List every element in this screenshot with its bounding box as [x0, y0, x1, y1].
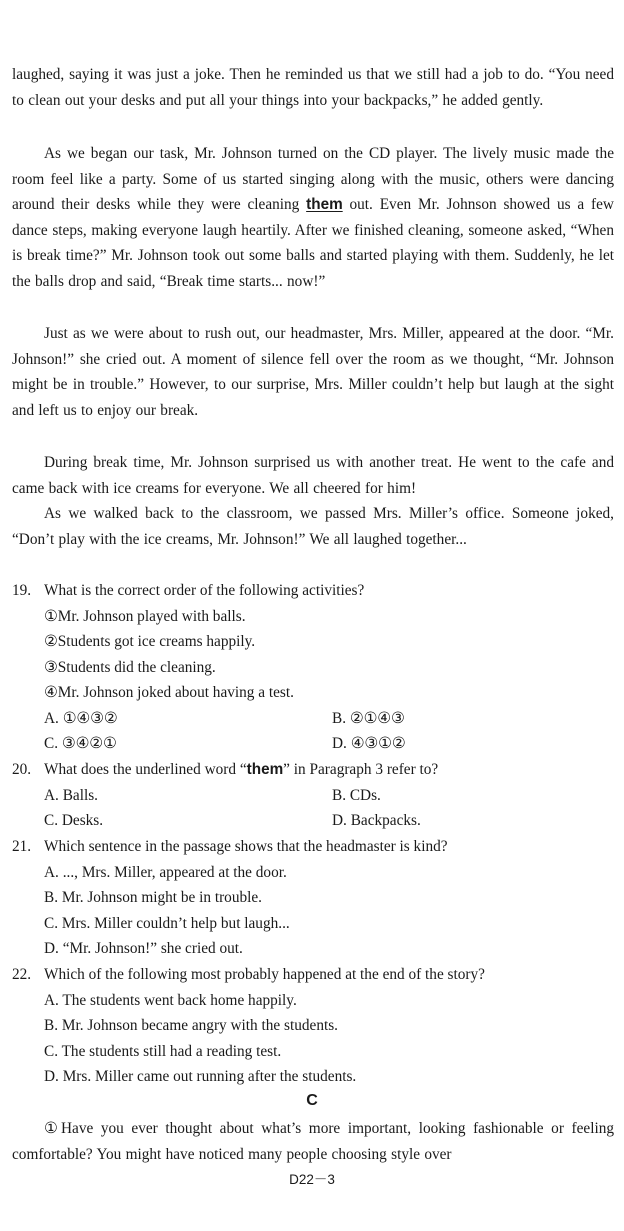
question-text: Which of the following most probably happened at the end of the story? — [44, 966, 485, 983]
option-19-a: A. ①④③② — [44, 710, 118, 727]
question-20 — [12, 757, 614, 783]
paragraph-2-text-end: out. Even Mr. Johnson showed us a few dance steps, making everyone laugh heartily. After we finished cleaning, someone asked, “When is break time?” Mr. Johnson took out some balls and started playing with them. Suddenly, he let the balls drop and said, “Break time starts... now!” — [12, 196, 614, 290]
activity-item-4: ④Mr. Johnson joked about having a test. — [44, 684, 294, 701]
option-21-d: D. “Mr. Johnson!” she cried out. — [44, 940, 243, 957]
question-number: 19. — [12, 582, 32, 599]
question-text-end: ” in Paragraph 3 refer to? — [283, 761, 439, 778]
activity-item-3: ③Students did the cleaning. — [44, 659, 216, 676]
option-21-a: A. ..., Mrs. Miller, appeared at the door. — [44, 864, 287, 881]
option-21-b: B. Mr. Johnson might be in trouble. — [44, 889, 262, 906]
passage-paragraph-3: Just as we were about to rush out, our headmaster, Mrs. Miller, appeared at the door. “Mr. Johnson!” she cried out. A moment of silence fell over the room as we thought, “Mr. Johnson might be in trouble.” However, to our surprise, Mrs. Miller couldn’t help but laugh at the sight and left us to enjoy our break. — [12, 325, 614, 419]
option-22-c: C. The students still had a reading test. — [44, 1043, 282, 1060]
question-word-them: them — [246, 761, 284, 778]
page-footer: D22－3 — [289, 1172, 335, 1187]
passage-paragraph-4: During break time, Mr. Johnson surprised us with another treat. He went to the cafe and came back with ice creams for everyone. We all cheered for him! — [12, 454, 614, 497]
option-22-b: B. Mr. Johnson became angry with the students. — [44, 1017, 339, 1034]
option-20-c: C. Desks. — [44, 812, 104, 829]
question-number: 22. — [12, 966, 32, 983]
option-22-d: D. Mrs. Miller came out running after the students. — [44, 1068, 357, 1085]
passage-paragraph-2 — [12, 141, 614, 295]
paragraph-2-text-start: As we began our task, Mr. Johnson turned on the CD player. The lively music made the room feel like a party. Some of us started singing along with the music, others were dancing around their desks while they were cleaning — [12, 145, 614, 214]
activity-item-1: ①Mr. Johnson played with balls. — [44, 608, 246, 625]
activity-item-2: ②Students got ice creams happily. — [44, 633, 256, 650]
option-20-a: A. Balls. — [44, 787, 98, 804]
question-19 — [12, 578, 614, 604]
option-19-c: C. ③④②① — [44, 735, 117, 752]
section-c-paragraph-1: ①Have you ever thought about what’s more important, looking fashionable or feeling comfortable? You might have noticed many people choosing style over — [12, 1120, 614, 1163]
question-text: Which sentence in the passage shows that the headmaster is kind? — [44, 838, 448, 855]
question-number: 20. — [12, 761, 32, 778]
option-19-d: D. ④③①② — [332, 735, 406, 752]
option-19-b: B. ②①④③ — [332, 710, 405, 727]
section-heading-c: C — [306, 1092, 318, 1109]
option-20-d: D. Backpacks. — [332, 812, 421, 829]
underlined-word-them: them — [306, 196, 343, 214]
question-number: 21. — [12, 838, 32, 855]
question-22 — [12, 962, 614, 988]
option-21-c: C. Mrs. Miller couldn’t help but laugh... — [44, 915, 290, 932]
question-text: What is the correct order of the following activities? — [44, 582, 365, 599]
passage-paragraph-5: As we walked back to the classroom, we passed Mrs. Miller’s office. Someone joked, “Don’t play with the ice creams, Mr. Johnson!” We all laughed together... — [12, 505, 614, 548]
option-20-b: B. CDs. — [332, 787, 381, 804]
option-22-a: A. The students went back home happily. — [44, 992, 297, 1009]
question-21 — [12, 834, 614, 860]
passage-paragraph-1: laughed, saying it was just a joke. Then he reminded us that we still had a job to do. “You need to clean out your desks and put all your things into your backpacks,” he added gently. — [12, 66, 614, 109]
question-text-start: What does the underlined word “ — [44, 761, 247, 778]
